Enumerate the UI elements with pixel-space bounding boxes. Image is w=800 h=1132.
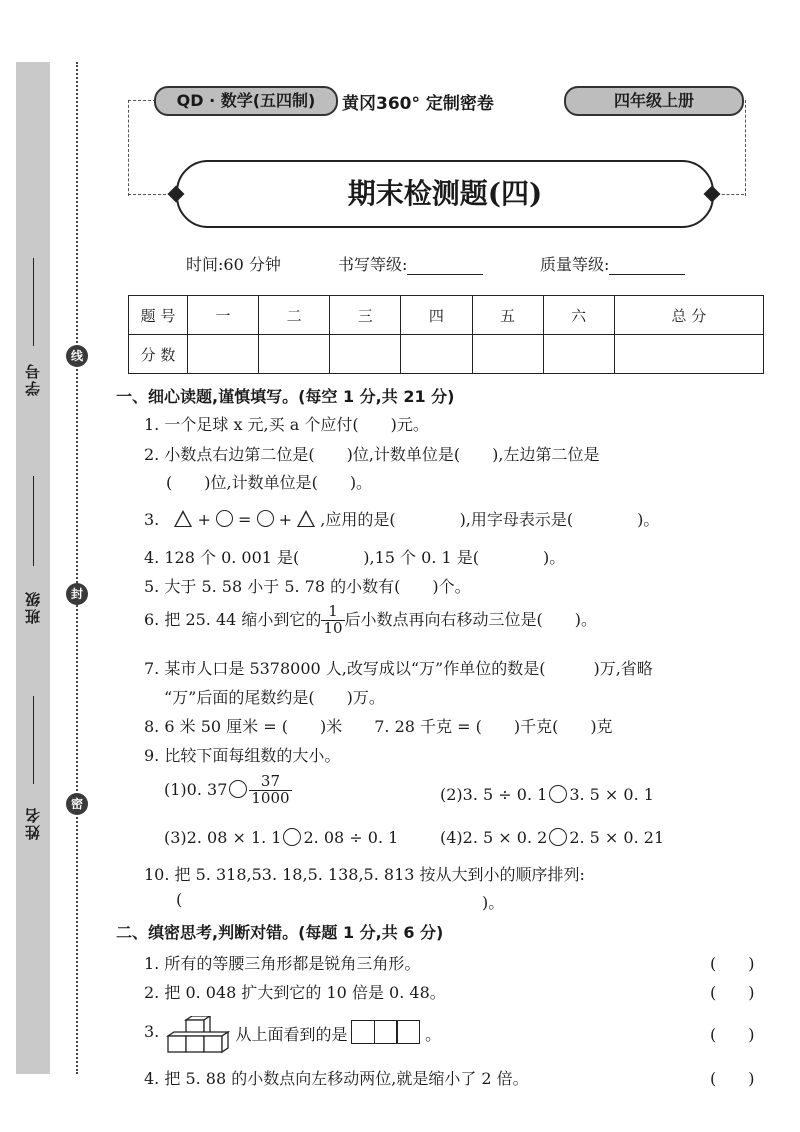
seal-mark-line: 线 (66, 345, 88, 367)
q9-4-right: 2. 5 × 0. 21 (569, 828, 665, 847)
question-6 (144, 604, 597, 637)
name-line (33, 696, 34, 784)
compare-circle-input[interactable] (549, 828, 567, 846)
question-9-4 (440, 828, 664, 847)
student-id-line (33, 258, 34, 346)
judge-answer-2[interactable]: ( ) (710, 983, 755, 1002)
score-cell-input[interactable] (543, 335, 614, 374)
score-table (128, 295, 764, 374)
question-9-1 (164, 774, 292, 807)
header-dash-top-left (128, 100, 156, 101)
writing-grade (338, 252, 483, 275)
question-8: 8. 6 米 50 厘米 = ( )米 7. 28 千克 = ( )千克( )克 (144, 717, 613, 736)
top-view-figure (353, 1020, 421, 1048)
circle-icon (216, 510, 233, 527)
j3-number: 3. (144, 1022, 160, 1041)
judge-question-3 (144, 1016, 441, 1056)
question-1: 1. 一个足球 x 元,买 a 个应付( )元。 (144, 415, 429, 434)
seal-mark-seal: 封 (66, 583, 88, 605)
question-10-line1: 10. 把 5. 318,53. 18,5. 138,5. 813 按从大到小的顺序排列: (144, 865, 585, 884)
question-5: 5. 大于 5. 58 小于 5. 78 的小数有( )个。 (144, 577, 471, 596)
q3-text: ,应用的是( ),用字母表示是( )。 (320, 510, 660, 529)
question-10-open-paren: ( (176, 890, 183, 909)
judge-question-4: 4. 把 5. 88 的小数点向左移动两位,就是缩小了 2 倍。 (144, 1069, 529, 1088)
score-cell-input[interactable] (188, 335, 259, 374)
question-3 (144, 507, 659, 530)
q9-3-right: 2. 08 ÷ 0. 1 (303, 828, 399, 847)
question-10-answer-area[interactable] (188, 892, 478, 912)
question-7-line1: 7. 某市人口是 5378000 人,改写成以“万”作单位的数是( )万,省略 (144, 659, 653, 678)
score-cell-header: 三 (330, 296, 401, 335)
q3-number: 3. (144, 510, 160, 529)
q9-2-right: 3. 5 × 0. 1 (569, 785, 654, 804)
q6-prefix: 6. 把 25. 44 缩小到它的 (144, 609, 322, 629)
score-cell-header: 四 (401, 296, 472, 335)
score-row-label: 分 数 (129, 335, 188, 374)
compare-circle-input[interactable] (229, 780, 247, 798)
binding-strip (16, 62, 50, 1074)
fraction-one-tenth (321, 604, 344, 637)
question-9: 9. 比较下面每组数的大小。 (144, 746, 341, 765)
series-title: 黄冈360° 定制密卷 (342, 94, 494, 114)
question-2-line1: 2. 小数点右边第二位是( )位,计数单位是( ),左边第二位是 (144, 445, 600, 464)
fraction-denominator: 10 (323, 618, 343, 637)
class-label: 班级 (24, 590, 42, 624)
q9-1-left: (1)0. 37 (164, 779, 228, 799)
student-id-label: 学号 (24, 362, 42, 396)
tear-line (76, 62, 78, 1074)
compare-circle-input[interactable] (283, 828, 301, 846)
q9-4-left: (4)2. 5 × 0. 2 (440, 828, 548, 847)
question-2-line2: ( )位,计数单位是( )。 (166, 473, 373, 492)
question-7-line2: “万”后面的尾数约是( )万。 (164, 688, 385, 707)
judge-answer-3[interactable]: ( ) (710, 1025, 755, 1044)
grade-pill: 四年级上册 (564, 86, 744, 116)
judge-question-2: 2. 把 0. 048 扩大到它的 10 倍是 0. 48。 (144, 983, 446, 1002)
score-cell-header: 总 分 (614, 296, 763, 335)
score-cell-input[interactable] (472, 335, 543, 374)
judge-question-1: 1. 所有的等腰三角形都是锐角三角形。 (144, 954, 421, 973)
question-9-3 (164, 828, 398, 847)
top-view-square (374, 1020, 398, 1044)
score-cell-header: 六 (543, 296, 614, 335)
j3-end: 。 (425, 1025, 442, 1044)
score-cell-header: 五 (472, 296, 543, 335)
score-cell-header: 题 号 (129, 296, 188, 335)
fraction-numerator: 37 (249, 774, 291, 791)
score-table-header-row (129, 296, 764, 335)
score-cell-input[interactable] (401, 335, 472, 374)
fraction-numerator: 1 (321, 604, 344, 621)
q3-plus: + (197, 510, 211, 529)
quality-grade-blank[interactable] (609, 260, 685, 275)
score-table-score-row (129, 335, 764, 374)
question-4: 4. 128 个 0. 001 是( ),15 个 0. 1 是( )。 (144, 548, 566, 567)
score-cell-header: 一 (188, 296, 259, 335)
cube-stack-icon (164, 1016, 230, 1054)
section1-heading: 一、细心读题,谨慎填写。(每空 1 分,共 21 分) (116, 387, 455, 406)
quality-grade-label: 质量等级: (540, 255, 610, 274)
question-10-close-paren: )。 (482, 893, 505, 912)
q3-plus: + (278, 510, 293, 529)
fraction-denominator: 1000 (251, 788, 290, 807)
writing-grade-blank[interactable] (407, 260, 483, 275)
exam-title: 期末检测题(四) (176, 160, 714, 228)
question-9-2 (440, 785, 654, 804)
triangle-icon (174, 510, 192, 527)
score-cell-input[interactable] (614, 335, 763, 374)
j3-text: 从上面看到的是 (235, 1025, 348, 1044)
class-line (33, 476, 34, 566)
seal-mark-secret: 密 (66, 793, 88, 815)
q9-3-left: (3)2. 08 × 1. 1 (164, 828, 282, 847)
section2-heading: 二、缜密思考,判断对错。(每题 1 分,共 6 分) (116, 923, 444, 942)
judge-answer-4[interactable]: ( ) (710, 1069, 755, 1088)
writing-grade-label: 书写等级: (338, 255, 408, 274)
exam-time: 时间:60 分钟 (186, 255, 281, 274)
quality-grade (540, 252, 685, 275)
fraction-37-1000 (249, 774, 291, 807)
subject-pill: QD · 数学(五四制) (154, 86, 338, 116)
q9-2-left: (2)3. 5 ÷ 0. 1 (440, 785, 548, 804)
top-view-square (351, 1020, 375, 1044)
q6-suffix: 后小数点再向右移动三位是( )。 (344, 609, 598, 629)
triangle-icon (297, 510, 315, 527)
name-label: 姓名 (24, 806, 42, 840)
score-cell-input[interactable] (259, 335, 330, 374)
judge-answer-1[interactable]: ( ) (710, 954, 755, 973)
score-cell-header: 二 (259, 296, 330, 335)
circle-icon (257, 510, 274, 527)
top-view-square (396, 1020, 420, 1044)
compare-circle-input[interactable] (549, 785, 567, 803)
score-cell-input[interactable] (330, 335, 401, 374)
q3-equals: = (238, 510, 252, 529)
